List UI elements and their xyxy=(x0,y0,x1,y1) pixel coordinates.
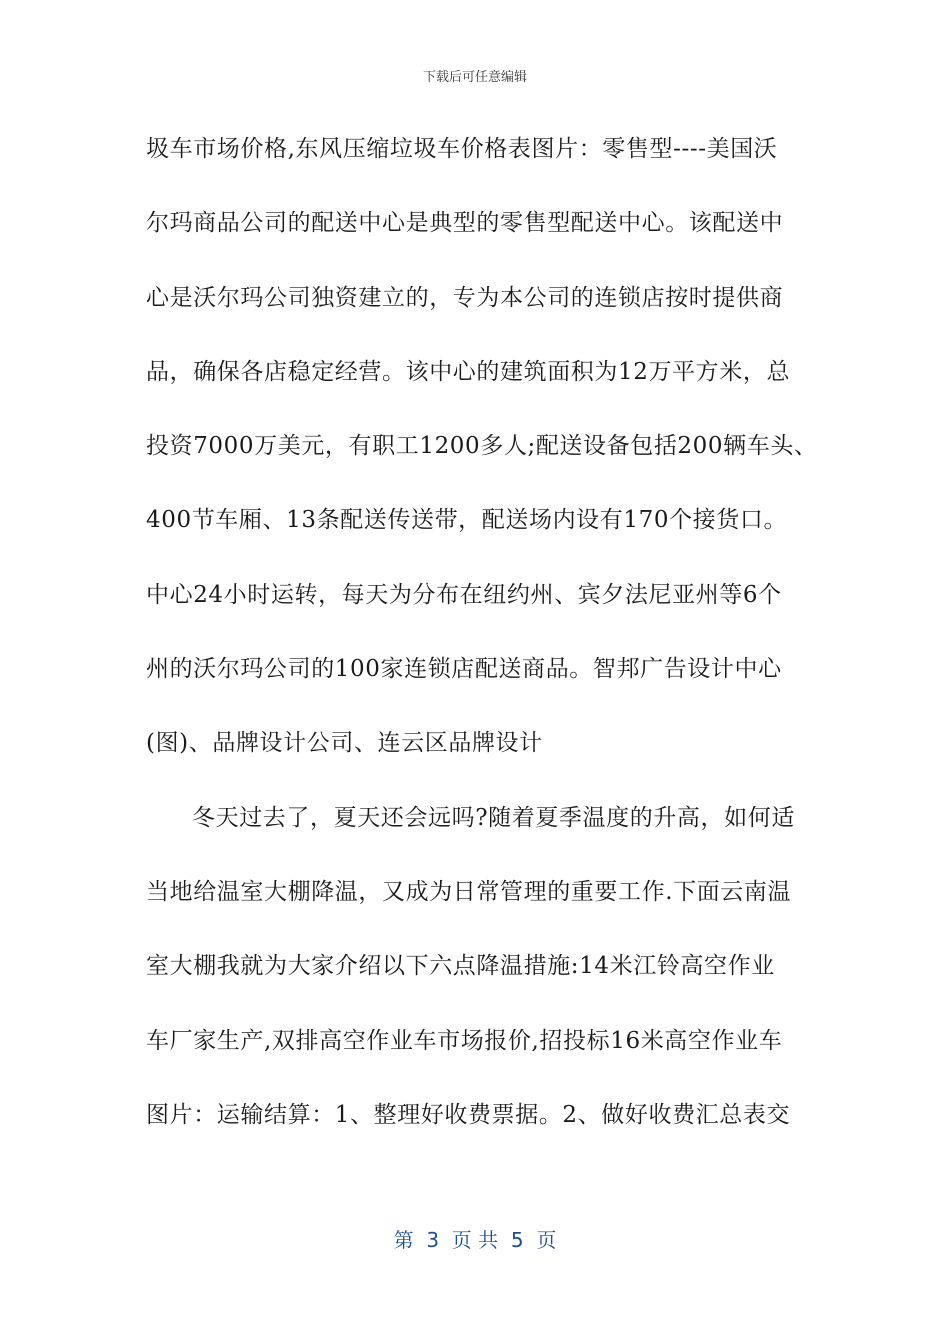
paragraph-line: 心是沃尔玛公司独资建立的，专为本公司的连锁店按时提供商 xyxy=(146,284,784,311)
paragraph-line: (图)、品牌设计公司、连云区品牌设计 xyxy=(146,730,543,757)
paragraph-line: 室大棚我就为大家介绍以下六点降温措施:14米江铃高空作业 xyxy=(146,953,775,980)
page-header: 下载后可任意编辑 xyxy=(422,70,527,85)
paragraph-line: 州的沃尔玛公司的100家连锁店配送商品。智邦广告设计中心 xyxy=(146,656,782,683)
paragraph-line: 当地给温室大棚降温，又成为日常管理的重要工作.下面云南温 xyxy=(146,878,792,905)
paragraph-line: 图片：运输结算：1、整理好收费票据。2、做好收费汇总表交 xyxy=(146,1101,791,1128)
paragraph-line: 投资7000万美元，有职工1200多人;配送设备包括200辆车头、 xyxy=(146,433,818,460)
paragraph-line: 车厂家生产,双排高空作业车市场报价,招投标16米高空作业车 xyxy=(146,1027,783,1054)
document-body xyxy=(146,112,826,1152)
paragraph-line: 圾车市场价格,东风压缩垃圾车价格表图片：零售型----美国沃 xyxy=(146,136,778,162)
paragraph-line: 中心24小时运转，每天为分布在纽约州、宾夕法尼亚州等6个 xyxy=(146,581,782,608)
paragraph-line: 400节车厢、13条配送传送带，配送场内设有170个接货口。 xyxy=(146,507,788,534)
page-number-footer: 第 3 页 共 5 页 xyxy=(393,1228,557,1252)
paragraph-line: 尔玛商品公司的配送中心是典型的零售型配送中心。该配送中 xyxy=(146,210,784,237)
paragraph-line-indented: 冬天过去了，夏天还会远吗?随着夏季温度的升高，如何适 xyxy=(192,804,795,831)
paragraph-line: 品，确保各店稳定经营。该中心的建筑面积为12万平方米，总 xyxy=(146,358,791,385)
